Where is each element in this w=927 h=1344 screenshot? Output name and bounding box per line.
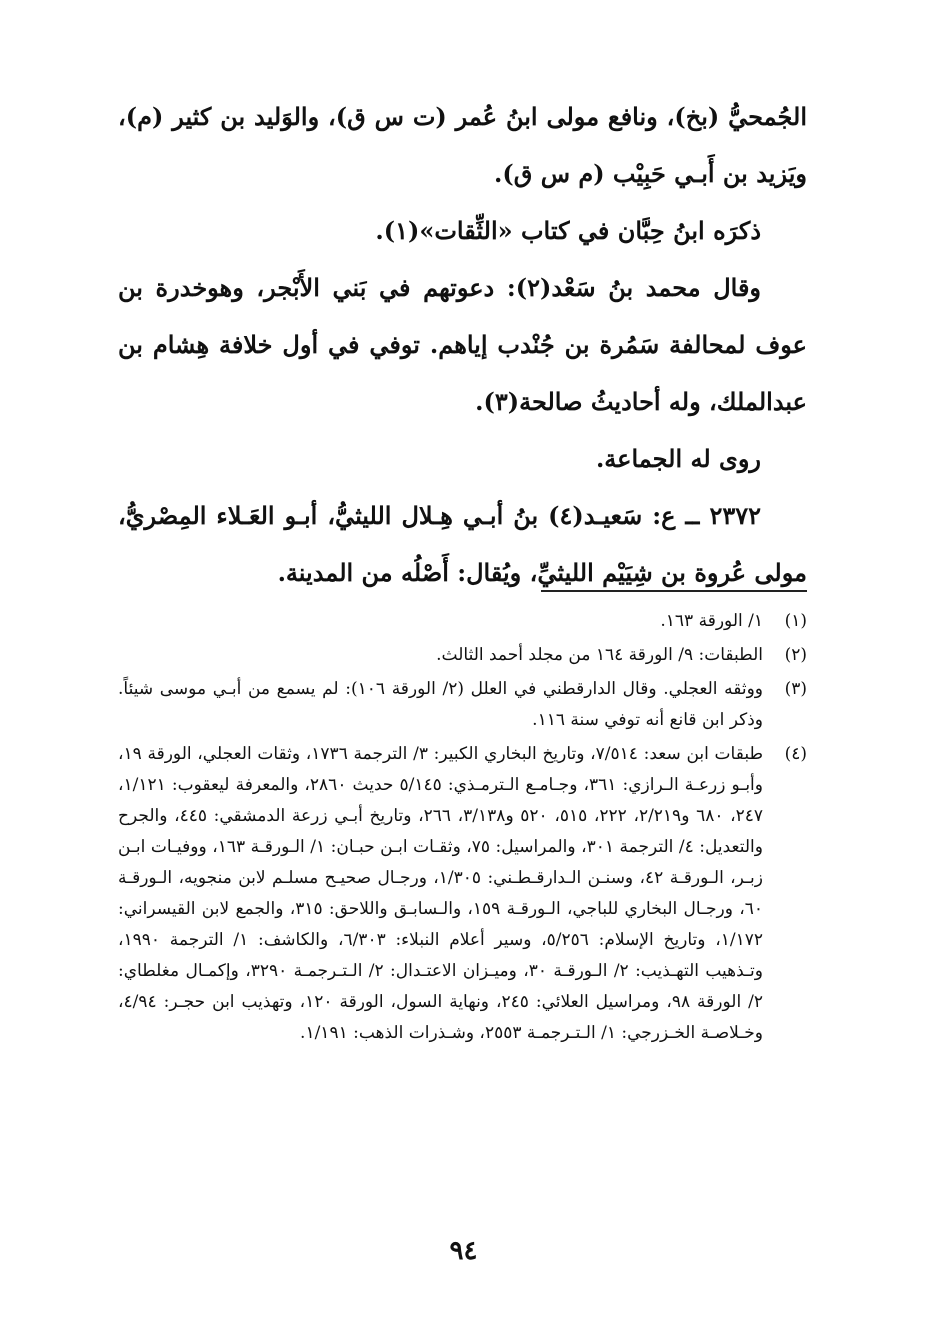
footnote-text: طبقات ابن سعد: ٧/٥١٤، وتاريخ البخاري الكبير: ٣/ الترجمة ١٧٣٦، وثقات العجلي، الورقة ١٩، وأبـو زرعـة الـرازي: ٣٦١، وجـامـع الـترمـذي: ٥/١٤٥ حديث ٢٨٦٠، والمعرفة ليعقوب: ١/١٢١، ٢٤٧، ٦٨٠ و٢/٢١٩، ٢٢٢، ٥١٥، ٥٢٠ و٣/١٣٨، ٢٦٦، وتاريخ أبـي زرعة الدمشقي: ٤٤٥، والجرح والتعديل: ٤/ الترجمة ٣٠١، والمراسيل: ٧٥، وثقـات ابـن حبـان: ١/ الـورقـة ١٦٣، ووفيـات ابـن زبـر، الـورقـة ٤٢، وسنـن الـدارقـطـني: ١/٣٠٥، ورجـال صحيـح مسلـم لابن منجويه، الـورقـة ٦٠، ورجـال البخاري للباجي، الـورقـة ١٥٩، والـسابـق واللاحق: ٣١٥، والجمع لابن القيسراني: ١/١٧٢، وتاريخ الإسلام: ٥/٢٥٦، وسير أعلام النبلاء: ٦/٣٠٣، والكاشف: ١/ الترجمة ١٩٩٠، وتـذهيب التهـذيب: ٢/ الـورقـة ٣٠، وميـزان الاعتـدال: ٢/ الـتـرجمـة ٣٢٩٠، وإكمـال مغلطاي: ٢/ الورقة ٩٨، ومراسيل العلائي: ٢٤٥، ونهاية السول، الورقة ١٢٠، وتهذيب ابن حجـر: ٤/٩٤، وخـلاصـة الخـزرجي: ١/ الـتـرجمـة ٢٥٥٣، وشـذرات الذهب: ١/١٩١. — [118, 744, 764, 1043]
footnote-number: (١) — [784, 611, 807, 631]
page-number: ٩٤ — [449, 1236, 478, 1266]
main-text — [118, 88, 807, 601]
footnote-3 — [118, 674, 807, 736]
paragraph-ibn-hibban: ذكرَه ابنُ حِبَّان في كتاب «الثِّقات»(١). — [375, 216, 761, 245]
paragraph-ibn-sad: وقال محمد بنُ سَعْد(٢): دعوتهم في بَني الأَبْجر، وهوخدرة بن عوف لمحالفة سَمُرة بن جُنْدب إياهم. توفي في أول خلافة هِشام بن عبدالملك، وله أحاديثُ صالحة(٣). — [118, 273, 807, 416]
paragraph-narrated-by: روى له الجماعة. — [595, 444, 761, 473]
footnote-divider — [541, 590, 807, 592]
footnote-number: (٢) — [784, 645, 807, 665]
footnote-4 — [118, 739, 807, 1049]
paragraph-entry-2372: ٢٣٧٢ ــ ع: سَعيـد(٤) بنُ أبـي هِـلال الليثيُّ، أبـو العَـلاء المِصْريُّ، مولى عُروة بن شِيَيْم الليثيِّ، ويُقال: أَصْلُه من المدينة. — [118, 501, 807, 587]
footnote-number: (٤) — [784, 744, 807, 764]
footnote-number: (٣) — [784, 679, 807, 699]
footnote-text: ووثقه العجلي. وقال الدارقطني في العلل (٢/ الورقة ١٠٦): لم يسمع من أبـي موسى شيئاً. وذكر ابن قانع أنه توفي سنة ١١٦. — [118, 679, 763, 730]
paragraph-narrators: الجُمحيُّ (بخ)، ونافع مولى ابنُ عُمر (ت س ق)، والوَليد بن كثير (م)، ويَزيد بن أَبـي حَبِيْب (م س ق). — [118, 102, 807, 188]
footnote-text: الطبقات: ٩/ الورقة ١٦٤ من مجلد أحمد الثالث. — [436, 645, 763, 665]
footnotes — [118, 606, 807, 1052]
footnote-1 — [118, 606, 807, 637]
footnote-2 — [118, 640, 807, 671]
footnote-text: ١/ الورقة ١٦٣. — [660, 611, 763, 631]
